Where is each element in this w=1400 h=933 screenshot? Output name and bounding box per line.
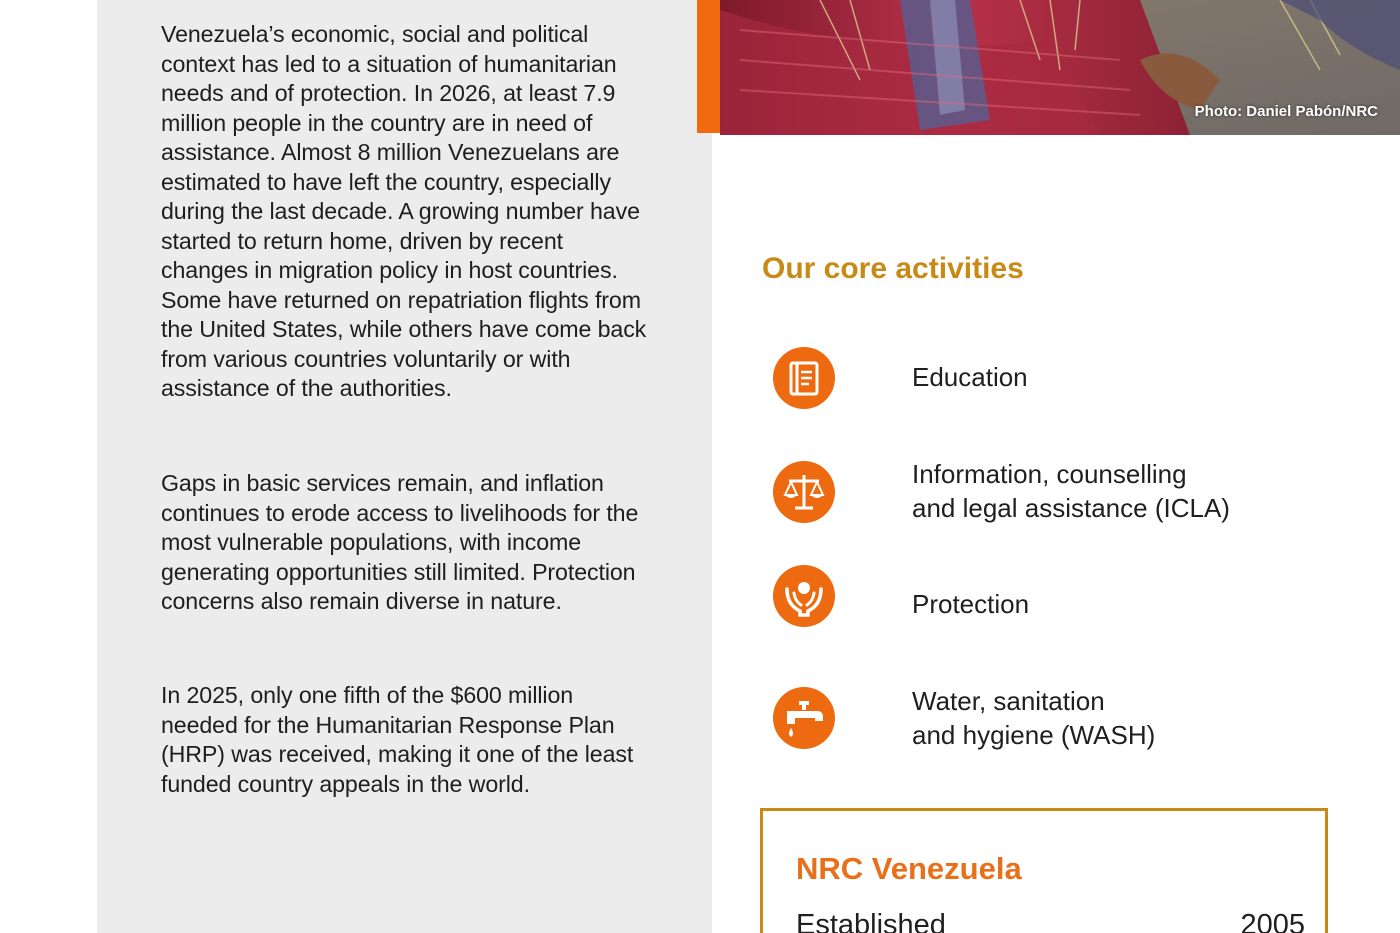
fact-box-title: NRC Venezuela [796,851,1022,886]
core-activities-heading: Our core activities [762,252,1024,285]
text-column [97,0,712,933]
fact-box-established-value: 2005 [1240,909,1305,933]
paragraph-basic-services: Gaps in basic services remain, and inflation continues to erode access to livelihoods for the most vulnerable populations, with income generating opportunities still limited. Protection concerns also remain diverse in nature. [161,470,639,614]
scales-of-justice-icon [773,461,835,523]
activity-label-icla: Information, counselling and legal assistance (ICLA) [912,459,1230,523]
education-book-icon [773,347,835,409]
photo-credit: Photo: Daniel Pabón/NRC [1194,103,1378,120]
protection-hands-icon [773,565,835,627]
paragraph-context: Venezuela’s economic, social and political context has led to a situation of humanitarian needs and of protection. In 2026, at least 7.9 million people in the country are in need of assistance. Almost 8 million Venezuelans are estimated to have left the country, especially during the last decade. A growing number have started to return home, driven by recent changes in migration policy in host countries. Some have returned on repatriation flights from the United States, while others have come back from various countries voluntarily or with assistance of the authorities. [161,21,647,401]
fact-box-established-label: Established [796,909,946,933]
paragraph-funding: In 2025, only one fifth of the $600 million needed for the Humanitarian Response Plan (HRP) was received, making it one of the least funded country appeals in the world. [161,682,634,797]
activity-label-education: Education [912,362,1028,392]
activity-label-protection: Protection [912,589,1030,619]
water-tap-icon [773,687,835,749]
photo-accent-bar [697,0,720,133]
nrc-venezuela-fact-box [760,808,1328,933]
margin-ghost-text [0,0,100,933]
activity-label-wash: Water, sanitation and hygiene (WASH) [912,686,1156,750]
hero-photo [697,0,1400,135]
